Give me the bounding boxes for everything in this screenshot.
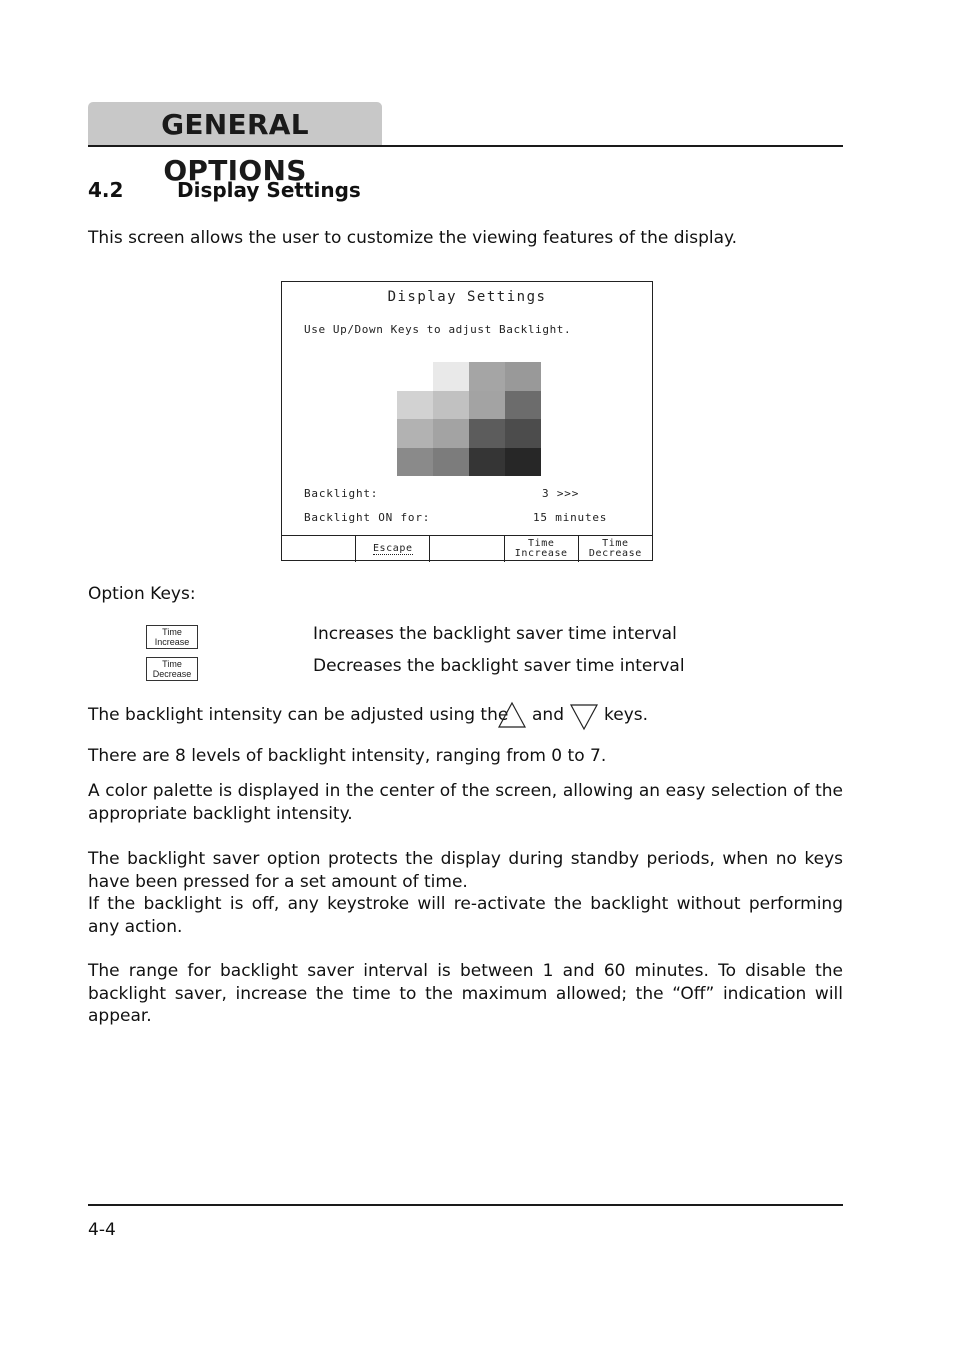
section-number: 4.2: [88, 178, 124, 202]
chapter-header-tab: GENERAL OPTIONS: [88, 102, 382, 146]
time-decrease-line2: Decrease: [588, 548, 642, 559]
adjust-text-suffix: keys.: [604, 705, 649, 725]
time-decrease-key-icon: [146, 657, 198, 681]
palette-cell: [505, 362, 541, 391]
key-icon-line2: Decrease: [152, 669, 192, 679]
backlight-value: 3 >>>: [542, 487, 580, 500]
saver-paragraph-2: If the backlight is off, any keystroke will re-activate the backlight without performing any action.: [88, 894, 843, 937]
time-increase-line2: Increase: [514, 548, 568, 559]
palette-cell: [433, 448, 469, 477]
palette-cell: [397, 448, 433, 477]
up-arrow-key-icon: [497, 701, 527, 729]
time-decrease-description: Decreases the backlight saver time interval: [313, 656, 685, 676]
palette-cell: [505, 419, 541, 448]
adjust-text-prefix: The backlight intensity can be adjusted using the: [88, 705, 509, 725]
fkey-1-empty[interactable]: [282, 536, 356, 562]
fkey-time-increase[interactable]: [505, 536, 579, 562]
display-settings-screen: [281, 281, 653, 561]
palette-cell: [397, 419, 433, 448]
screen-title: Display Settings: [387, 289, 547, 305]
section-title: Display Settings: [177, 178, 361, 202]
palette-cell: [433, 391, 469, 420]
function-key-bar: [282, 535, 652, 562]
levels-paragraph: There are 8 levels of backlight intensity, ranging from 0 to 7.: [88, 746, 607, 766]
range-paragraph: The range for backlight saver interval is between 1 and 60 minutes. To disable the backlight saver, increase the time to the maximum allowed; the “Off” indication will appear.: [88, 961, 843, 1026]
palette-cell: [469, 419, 505, 448]
fkey-3-empty[interactable]: [430, 536, 504, 562]
fkey-escape[interactable]: [356, 536, 430, 562]
time-decrease-line1: Time: [602, 538, 629, 549]
backlight-on-value: 15 minutes: [533, 511, 608, 524]
adjust-text-and: and: [532, 705, 564, 725]
palette-cell: [469, 448, 505, 477]
option-keys-heading: Option Keys:: [88, 584, 196, 604]
fkey-time-decrease[interactable]: [579, 536, 652, 562]
saver-paragraph-1: The backlight saver option protects the display during standby periods, when no keys have been pressed for a set amount of time.: [88, 849, 843, 892]
palette-cell: [469, 391, 505, 420]
backlight-label: Backlight:: [304, 487, 379, 500]
palette-cell: [505, 448, 541, 477]
down-arrow-key-icon: [569, 703, 599, 731]
key-icon-line2: Increase: [154, 637, 190, 647]
time-increase-line1: Time: [527, 538, 555, 549]
palette-cell: [397, 391, 433, 420]
palette-paragraph: A color palette is displayed in the center of the screen, allowing an easy selection of the appropriate backlight intensity.: [88, 781, 843, 824]
backlight-color-palette: [397, 362, 541, 476]
palette-cell: [397, 362, 433, 391]
palette-cell: [433, 362, 469, 391]
escape-label: Escape: [372, 542, 413, 554]
palette-cell: [505, 391, 541, 420]
key-icon-line1: Time: [162, 659, 182, 669]
key-icon-line1: Time: [162, 627, 182, 637]
backlight-on-label: Backlight ON for:: [304, 511, 431, 524]
screen-instruction: Use Up/Down Keys to adjust Backlight.: [304, 323, 572, 336]
intro-paragraph: This screen allows the user to customize the viewing features of the display.: [88, 228, 738, 248]
page-number: 4-4: [88, 1220, 116, 1240]
time-increase-description: Increases the backlight saver time interval: [313, 624, 677, 644]
palette-cell: [433, 419, 469, 448]
time-increase-key-icon: [146, 625, 198, 649]
palette-cell: [469, 362, 505, 391]
footer-rule: [88, 1204, 843, 1206]
header-rule: [88, 145, 843, 147]
